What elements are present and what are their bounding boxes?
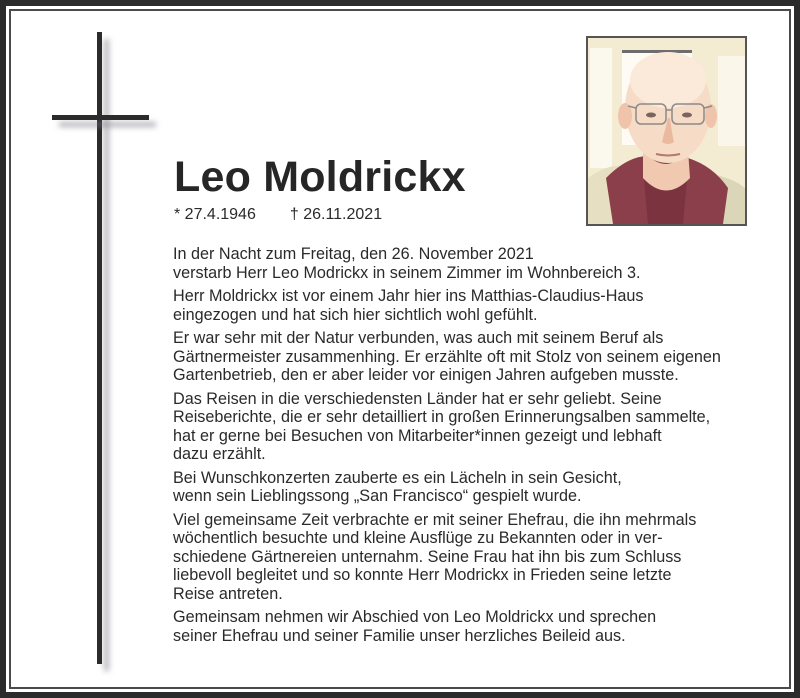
portrait-photo (586, 36, 747, 226)
text-line: schiedene Gärtnereien unternahm. Seine Frau hat ihn bis zum Schluss (173, 547, 682, 566)
paragraph-wife (173, 511, 773, 604)
text-line: Herr Moldrickx ist vor einem Jahr hier ins Matthias-Claudius-Haus (173, 287, 644, 305)
paragraph-announcement (173, 245, 773, 282)
paragraph-residence (173, 287, 773, 324)
text-line: Reiseberichte, die er sehr detailliert in großen Erinnerungsalben sammelte, (173, 408, 711, 426)
obituary-text (173, 245, 773, 650)
paragraph-travel (173, 390, 773, 464)
paragraph-music (173, 469, 773, 506)
text-line: verstarb Herr Leo Modrickx in seinem Zimmer im Wohnbereich 3. (173, 263, 641, 282)
cross-icon (52, 32, 162, 666)
text-line: liebevoll begleitet und so konnte Herr Modrickx in Frieden seine letzte (173, 566, 672, 584)
text-line: Reise antreten. (173, 584, 283, 603)
text-line: Gemeinsam nehmen wir Abschied von Leo Moldrickx und sprechen (173, 608, 657, 626)
death-date: † 26.11.2021 (289, 206, 383, 223)
text-line: dazu erzählt. (173, 445, 266, 463)
text-line: Das Reisen in die verschiedensten Länder hat er sehr geliebt. Seine (173, 389, 662, 408)
text-line: seiner Ehefrau und seiner Familie unser herzliches Beileid aus. (173, 626, 626, 645)
text-line: hat er gerne bei Besuchen von Mitarbeiter*innen gezeigt und lebhaft (173, 426, 662, 445)
text-line: wöchentlich besuchte und kleine Ausflüge zu Bekannten oder in ver- (173, 529, 663, 547)
text-line: In der Nacht zum Freitag, den 26. November 2021 (173, 245, 534, 263)
text-line: Er war sehr mit der Natur verbunden, was auch mit seinem Beruf als (173, 329, 664, 347)
cross-horizontal-beam (52, 115, 149, 120)
cross-vertical-beam (97, 32, 102, 664)
text-line: Bei Wunschkonzerten zauberte es ein Lächeln in sein Gesicht, (173, 468, 622, 487)
text-line: wenn sein Lieblingssong „San Francisco“ gespielt wurde. (173, 487, 582, 505)
birth-date: * 27.4.1946 (174, 206, 256, 223)
text-line: Gärtnermeister zusammenhing. Er erzählte oft mit Stolz von seinem eigenen (173, 347, 721, 366)
paragraph-farewell (173, 608, 773, 645)
text-line: eingezogen und hat sich hier sichtlich wohl gefühlt. (173, 305, 538, 324)
deceased-name: Leo Moldrickx (174, 153, 466, 201)
paragraph-nature (173, 329, 773, 385)
text-line: Viel gemeinsame Zeit verbrachte er mit seiner Ehefrau, die ihn mehrmals (173, 510, 697, 529)
life-dates (174, 205, 382, 225)
text-line: Gartenbetrieb, den er aber leider vor einigen Jahren aufgeben musste. (173, 366, 679, 384)
